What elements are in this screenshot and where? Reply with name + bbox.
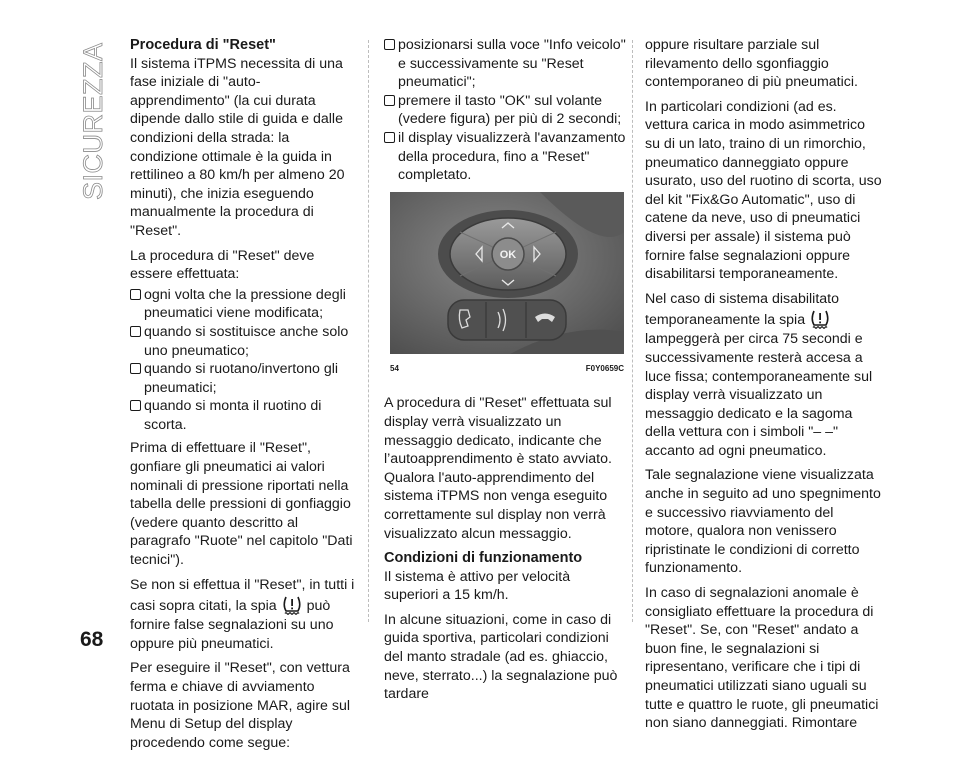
bullet-square-icon: [130, 363, 141, 374]
paragraph: Per eseguire il "Reset", con vettura ferma e chiave di avviamento ruotata in posizione MAR, agire sul Menu di Setup del display procedendo come segue:: [130, 660, 351, 751]
paragraph: Se non si effettua il "Reset", in tutti i casi sopra citati, la spia può fornire false segnalazioni su uno oppure più pneumatici.: [130, 576, 355, 652]
bullet-list: [130, 286, 355, 435]
section-label: SICUREZZA: [78, 42, 108, 200]
bullet-square-icon: [130, 326, 141, 337]
bullet-list: [384, 36, 626, 185]
steering-wheel-controls-figure: [390, 192, 624, 354]
list-item: il display visualizzerà l'avanzamento della procedura, fino a "Reset" completato.: [384, 129, 626, 185]
bullet-square-icon: [384, 39, 395, 50]
paragraph: In particolari condizioni (ad es. vettura carica in modo asimmetrico su di un lato, traino di un rimorchio, pneumatico danneggiato oppure usurato, uso del ruotino di scorta, uso del kit "Fix&Go Automatic", uso di catene da neve, uso di pneumatici diversi per assale) il sistema può fornire false segnalazioni oppure disabilitarsi temporaneamente.: [645, 98, 882, 283]
column-1: [130, 36, 355, 758]
list-item: quando si sostituisce anche solo uno pneumatico;: [130, 323, 355, 360]
ok-button-label: OK: [499, 248, 517, 261]
list-item: ogni volta che la pressione degli pneumatici viene modificata;: [130, 286, 355, 323]
paragraph: In alcune situazioni, come in caso di guida sportiva, particolari condizioni del manto stradale (ad es. ghiaccio, neve, sterrato...) la segnalazione può tardare: [384, 611, 618, 703]
paragraph: Il sistema è attivo per velocità superiori a 15 km/h.: [384, 568, 571, 604]
paragraph: In caso di segnalazioni anomale è consigliato effettuare la procedura di "Reset". Se, con "Reset" andato a buon fine, le segnalazioni si ripresentano, verificare che i tipi di pneumatici utilizzati siano uguali su tutte e quattro le ruote, gli pneumatici non siano danneggiati. Rimontare: [645, 585, 879, 732]
bullet-square-icon: [384, 95, 395, 106]
list-item: premere il tasto "OK" sul volante (vedere figura) per più di 2 secondi;: [384, 92, 626, 129]
column-2: [384, 36, 626, 710]
tire-pressure-warning-icon: [809, 308, 831, 330]
column-divider: [368, 40, 370, 622]
column-divider: [632, 40, 634, 622]
column-3: [645, 36, 883, 739]
paragraph: Prima di effettuare il "Reset", gonfiare gli pneumatici ai valori nominali di pressione riportati nella tabella delle pressioni di gonfiaggio (vedere quanto descritto al paragrafo "Ruote" nel capitolo "Dati tecnici").: [130, 440, 353, 569]
list-item: quando si ruotano/invertono gli pneumatici;: [130, 360, 355, 397]
list-item: quando si monta il ruotino di scorta.: [130, 397, 355, 434]
tire-pressure-warning-icon: [281, 594, 303, 616]
bullet-square-icon: [384, 132, 395, 143]
paragraph: La procedura di "Reset" deve essere effettuata:: [130, 247, 315, 283]
figure-caption: [390, 360, 624, 379]
bullet-square-icon: [130, 400, 141, 411]
list-item: posizionarsi sulla voce "Info veicolo" e successivamente su "Reset pneumatici";: [384, 36, 626, 92]
figure-number: 54: [390, 363, 399, 373]
paragraph: oppure risultare parziale sul rilevamento dello sgonfiaggio contemporaneo di più pneumatici.: [645, 37, 858, 91]
section-heading: Condizioni di funzionamento: [384, 550, 583, 567]
steering-wheel-illustration: [390, 192, 624, 354]
paragraph: Il sistema iTPMS necessita di una fase iniziale di "auto-apprendimento" (la cui durata dipende dallo stile di guida e dalle condizioni della strada: la condizione ottimale è la guida in rettilineo a 80 km/h per almeno 20 minuti), che inizia eseguendo manualmente la procedura di "Reset".: [130, 55, 345, 239]
section-heading: Procedura di "Reset": [130, 37, 276, 53]
paragraph: Nel caso di sistema disabilitato temporaneamente la spia lampeggerà per circa 75 secondi e successivamente resterà accesa a luce fissa; contemporaneamente sul display verrà visualizzato un messaggio dedicato e la sagoma della vettura con i simboli "– –" accanto ad ogni pneumatico.: [645, 290, 873, 459]
paragraph: A procedura di "Reset" effettuata sul display verrà visualizzato un messaggio dedicato, indicante che l’autoapprendimento è stato avviato. Qualora l'auto-apprendimento del sistema iTPMS non venga eseguito correttamente sul display non verrà visualizzato alcun messaggio.: [384, 395, 612, 542]
page-number: 68: [80, 628, 104, 651]
figure-code: F0Y0659C: [585, 363, 624, 373]
paragraph: Tale segnalazione viene visualizzata anche in seguito ad uno spegnimento e successivo riavviamento del motore, qualora non venissero ripristinate le condizioni di corretto funzionamento.: [645, 467, 881, 577]
bullet-square-icon: [130, 289, 141, 300]
